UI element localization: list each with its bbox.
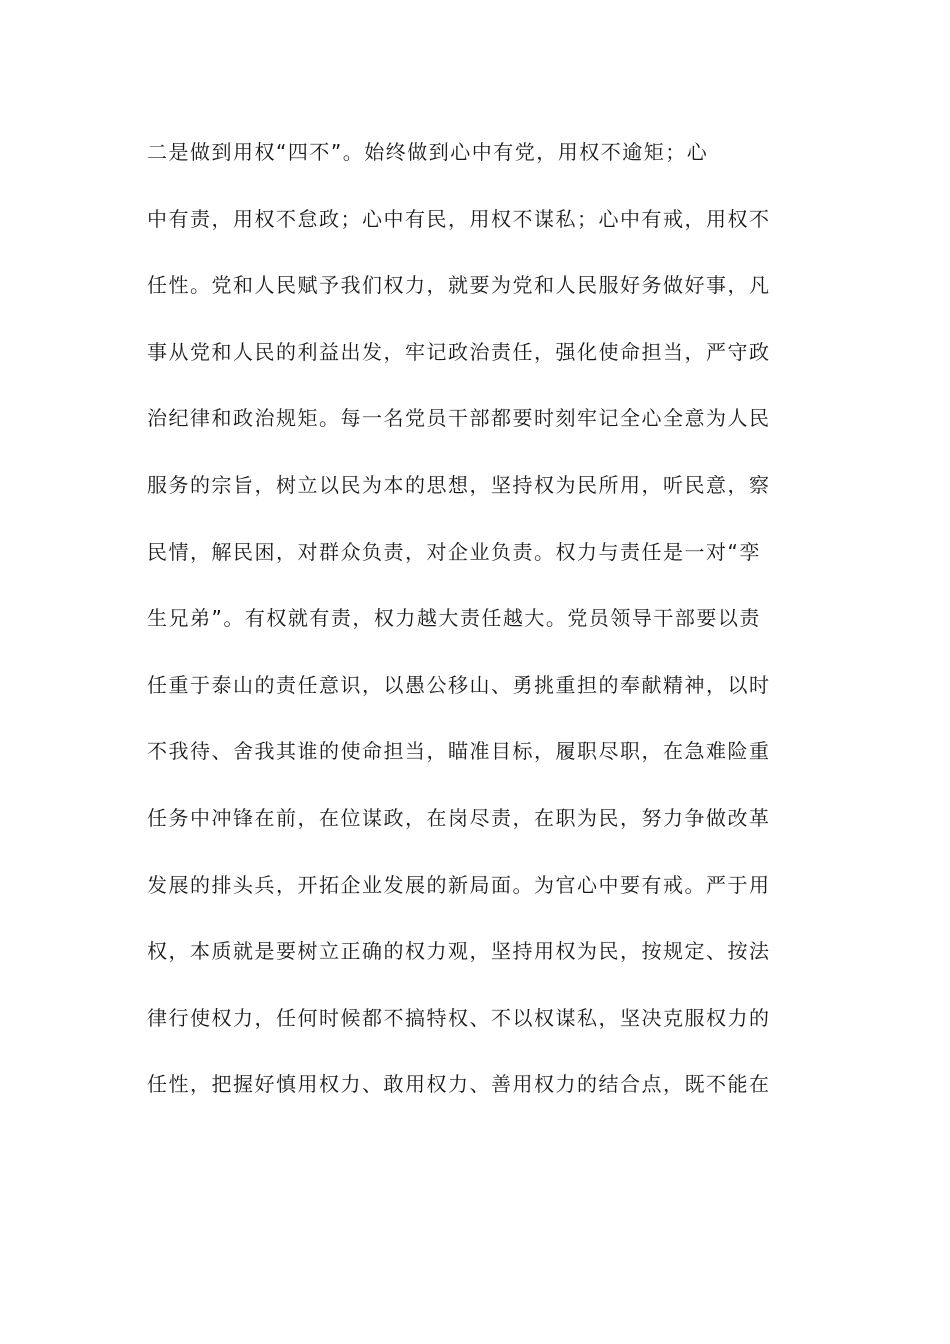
paragraph-line-10: 不我待、舍我其谁的使命担当，瞄准目标，履职尽职，在急难险重 [147, 739, 771, 764]
paragraph-line-3: 任性。党和人民赋予我们权力，就要为党和人民服好务做好事，凡 [147, 273, 771, 298]
paragraph-line-2: 中有责，用权不怠政；心中有民，用权不谋私；心中有戒，用权不 [147, 206, 771, 231]
paragraph-line-9: 任重于泰山的责任意识，以愚公移山、勇挑重担的奉献精神，以时 [147, 672, 771, 697]
paragraph-line-4: 事从党和人民的利益出发，牢记政治责任，强化使命担当，严守政 [147, 339, 771, 364]
paragraph-line-12: 发展的排头兵，开拓企业发展的新局面。为官心中要有戒。严于用 [147, 872, 771, 897]
paragraph-line-7: 民情，解民困，对群众负责，对企业负责。权力与责任是一对“孪 [147, 539, 761, 564]
paragraph-line-1: 二是做到用权“四不”。始终做到心中有党，用权不逾矩；心 [147, 140, 709, 164]
paragraph-line-6: 服务的宗旨，树立以民为本的思想，坚持权为民所用，听民意，察 [147, 472, 771, 497]
paragraph-line-13: 权，本质就是要树立正确的权力观，坚持用权为民，按规定、按法 [147, 939, 771, 964]
paragraph-line-11: 任务中冲锋在前，在位谋政，在岗尽责，在职为民，努力争做改革 [147, 805, 771, 830]
body-paragraph [147, 133, 807, 1132]
paragraph-line-5: 治纪律和政治规矩。每一名党员干部都要时刻牢记全心全意为人民 [147, 406, 771, 431]
paragraph-line-15: 任性，把握好慎用权力、敢用权力、善用权力的结合点，既不能在 [147, 1072, 771, 1097]
paragraph-line-14: 律行使权力，任何时候都不搞特权、不以权谋私，坚决克服权力的 [147, 1005, 771, 1030]
paragraph-line-8: 生兄弟”。有权就有责，权力越大责任越大。党员领导干部要以责 [147, 606, 761, 631]
